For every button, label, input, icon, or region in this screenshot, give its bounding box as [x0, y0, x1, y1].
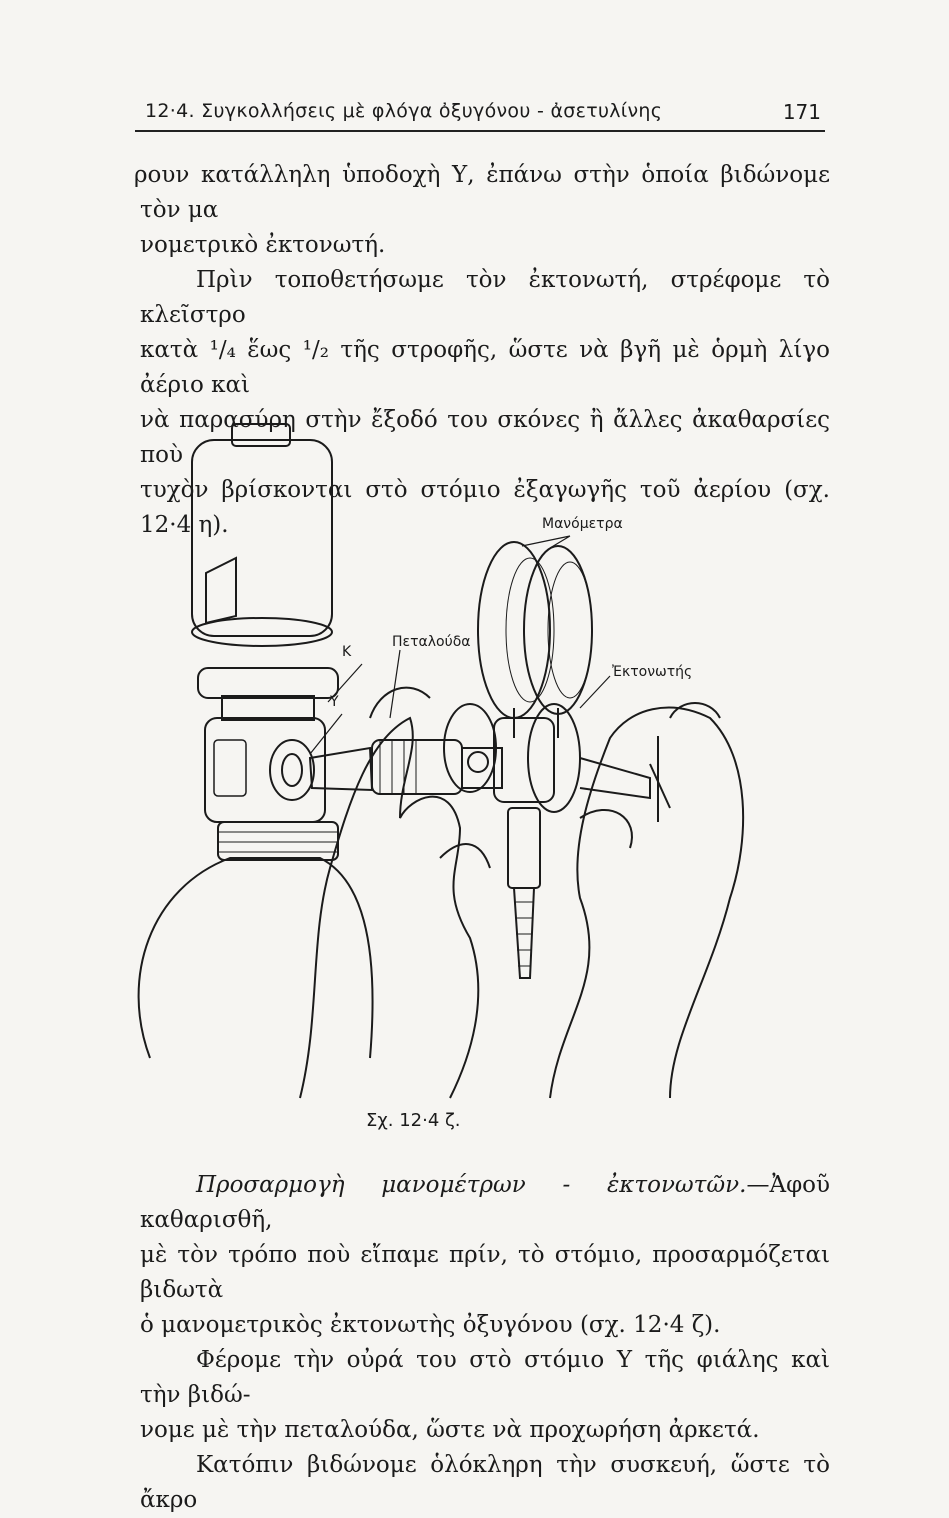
page-header	[135, 96, 825, 132]
label-k: Κ	[342, 644, 352, 660]
text-line: νομετρικὸ ἐκτονωτή.	[140, 232, 386, 258]
bottom-paragraphs	[140, 1168, 830, 1518]
text-line: ὁ μανομετρικὸς ἐκτονωτὴς ὀξυγόνου (σχ. 12·4 ζ).	[140, 1312, 721, 1338]
label-regulator: Ἐκτονωτής	[612, 664, 693, 680]
pressure-gauge-low	[524, 546, 592, 714]
text-line: νομε μὲ τὴν πεταλούδα, ὥστε νὰ προχωρήση ἀρκετά.	[140, 1417, 760, 1443]
pressure-gauge-high	[478, 542, 550, 718]
protective-cap	[192, 440, 332, 636]
page-number: 171	[782, 100, 821, 124]
text-line: μὲ τὸν τρόπο ποὺ εἴπαμε πρίν, τὸ στόμιο, προσαρμόζεται βιδωτὰ	[140, 1242, 830, 1303]
text-fragment: —Ἀφοῦ καθαρισθῆ,	[140, 1172, 830, 1233]
inlet-nut	[372, 740, 462, 794]
regulator-illustration	[110, 418, 790, 1108]
label-wingnut: Πεταλούδα	[392, 634, 471, 650]
text-line: κατὰ ¹/₄ ἕως ¹/₂ τῆς στροφῆς, ὥστε νὰ βγῆ μὲ ὁρμὴ λίγο ἀέριο καὶ	[140, 337, 830, 398]
running-head: 12·4. Συγκολλήσεις μὲ φλόγα ὀξυγόνου - ἀσετυλίνης	[145, 100, 663, 122]
label-y: Υ	[330, 694, 339, 710]
text-line: νὰ παρασύρη στὴν ἔξοδό του σκόνες ἢ ἄλλες ἀκαθαρσίες ποὺ	[140, 407, 830, 468]
text-line: Φέρομε τὴν οὐρά του στὸ στόμιο Υ τῆς φιάλης καὶ τὴν βιδώ-	[140, 1347, 830, 1408]
valve-handwheel	[198, 668, 338, 698]
text-line: τυχὸν βρίσκονται στὸ στόμιο ἐξαγωγῆς τοῦ ἀερίου (σχ. 12·4 η).	[140, 477, 830, 538]
text-line	[140, 1168, 830, 1238]
section-title: Προσαρμογὴ μανομέτρων - ἐκτονωτῶν.	[196, 1172, 747, 1198]
text-line: Πρὶν τοποθετήσωμε τὸν ἐκτονωτή, στρέφομε τὸ κλεῖστρο	[140, 267, 830, 328]
cap-nut	[232, 424, 290, 446]
illustration-drawing	[110, 418, 790, 1108]
adjusting-screw	[650, 736, 670, 822]
label-manometers: Μανόμετρα	[542, 516, 623, 532]
cylinder-valve	[205, 718, 325, 822]
text-line: Κατόπιν βιδώνομε ὁλόκληρη τὴν συσκευή, ὥστε τὸ ἄκρο	[140, 1452, 830, 1513]
figure-caption: Σχ. 12·4 ζ.	[366, 1110, 461, 1131]
left-hand	[300, 718, 478, 1098]
outlet-y	[270, 740, 314, 800]
text-line: ρουν κατάλληλη ὑποδοχὴ Υ, ἐπάνω στὴν ὁποία βιδώνομε τὸν μα	[134, 162, 830, 223]
